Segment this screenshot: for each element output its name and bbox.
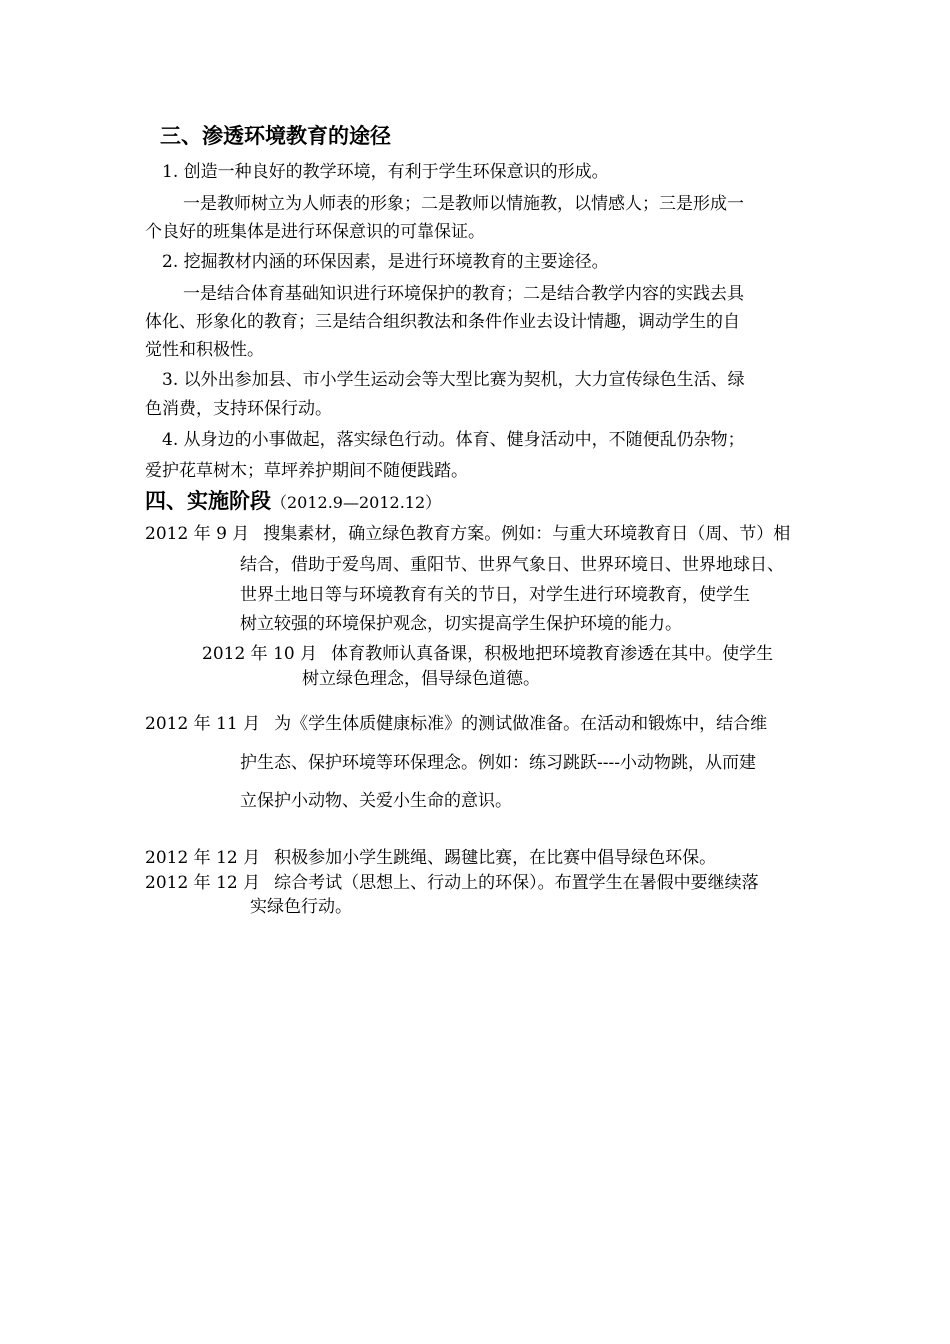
timeline-text-line: 护生态、保护环境等环保理念。例如：练习跳跃----小动物跳，从而建 — [240, 753, 756, 773]
timeline-date: 2012 年 11 月 — [145, 714, 261, 734]
timeline-text: 为《学生体质健康标准》的测试做准备。在活动和锻炼中，结合维 — [274, 714, 768, 734]
timeline-text-line: 实绿色行动。 — [250, 897, 352, 917]
timeline-entry-first-line — [145, 848, 716, 868]
item-2-detail-line: 觉性和积极性。 — [145, 340, 264, 360]
timeline-text-line: 立保护小动物、关爱小生命的意识。 — [240, 791, 512, 811]
timeline-text-line: 世界土地日等与环境教育有关的节日，对学生进行环境教育，使学生 — [240, 585, 750, 605]
section-4-heading — [145, 488, 441, 516]
timeline-text: 综合考试（思想上、行动上的环保）。布置学生在暑假中要继续落 — [274, 873, 759, 893]
timeline-text: 体育教师认真备课，积极地把环境教育渗透在其中。使学生 — [331, 644, 774, 664]
timeline-entry-first-line — [145, 714, 767, 734]
item-4-line: 4. 从身边的小事做起，落实绿色行动。体育、健身活动中，不随便乱仍杂物； — [162, 430, 745, 450]
timeline-date: 2012 年 12 月 — [145, 848, 261, 868]
item-2-heading: 2. 挖掘教材内涵的环保因素，是进行环境教育的主要途径。 — [162, 252, 609, 272]
section-4-title: 四、实施阶段 — [145, 489, 271, 513]
item-2-detail-line: 体化、形象化的教育；三是结合组织教法和条件作业去设计情趣，调动学生的自 — [145, 312, 740, 332]
item-4-line: 爱护花草树木；草坪养护期间不随便践踏。 — [145, 461, 468, 481]
timeline-entry-first-line — [145, 873, 759, 893]
item-2-detail-line: 一是结合体育基础知识进行环境保护的教育；二是结合教学内容的实践去具 — [183, 284, 744, 304]
item-3-line: 3. 以外出参加县、市小学生运动会等大型比赛为契机，大力宣传绿色生活、绿 — [162, 370, 745, 390]
timeline-date: 2012 年 12 月 — [145, 873, 261, 893]
timeline-entry-first-line — [145, 524, 790, 544]
timeline-entry-first-line — [202, 644, 773, 664]
section-3-heading: 三、渗透环境教育的途径 — [160, 124, 391, 148]
timeline-date: 2012 年 9 月 — [145, 524, 250, 544]
timeline-text-line: 树立较强的环境保护观念，切实提高学生保护环境的能力。 — [240, 614, 682, 634]
item-1-heading: 1. 创造一种良好的教学环境，有利于学生环保意识的形成。 — [162, 162, 609, 182]
timeline-date: 2012 年 10 月 — [202, 644, 318, 664]
timeline-text-line: 结合，借助于爱鸟周、重阳节、世界气象日、世界环境日、世界地球日、 — [240, 555, 784, 575]
timeline-text-line: 树立绿色理念，倡导绿色道德。 — [302, 669, 540, 689]
item-1-detail-line: 一是教师树立为人师表的形象；二是教师以情施教，以情感人；三是形成一 — [183, 194, 744, 214]
item-1-detail-line: 个良好的班集体是进行环保意识的可靠保证。 — [145, 222, 485, 242]
timeline-text: 搜集素材，确立绿色教育方案。例如：与重大环境教育日（周、节）相 — [263, 524, 791, 544]
section-4-period: （2012.9—2012.12） — [271, 493, 442, 512]
timeline-text: 积极参加小学生跳绳、踢毽比赛，在比赛中倡导绿色环保。 — [274, 848, 717, 868]
item-3-line: 色消费，支持环保行动。 — [145, 399, 332, 419]
